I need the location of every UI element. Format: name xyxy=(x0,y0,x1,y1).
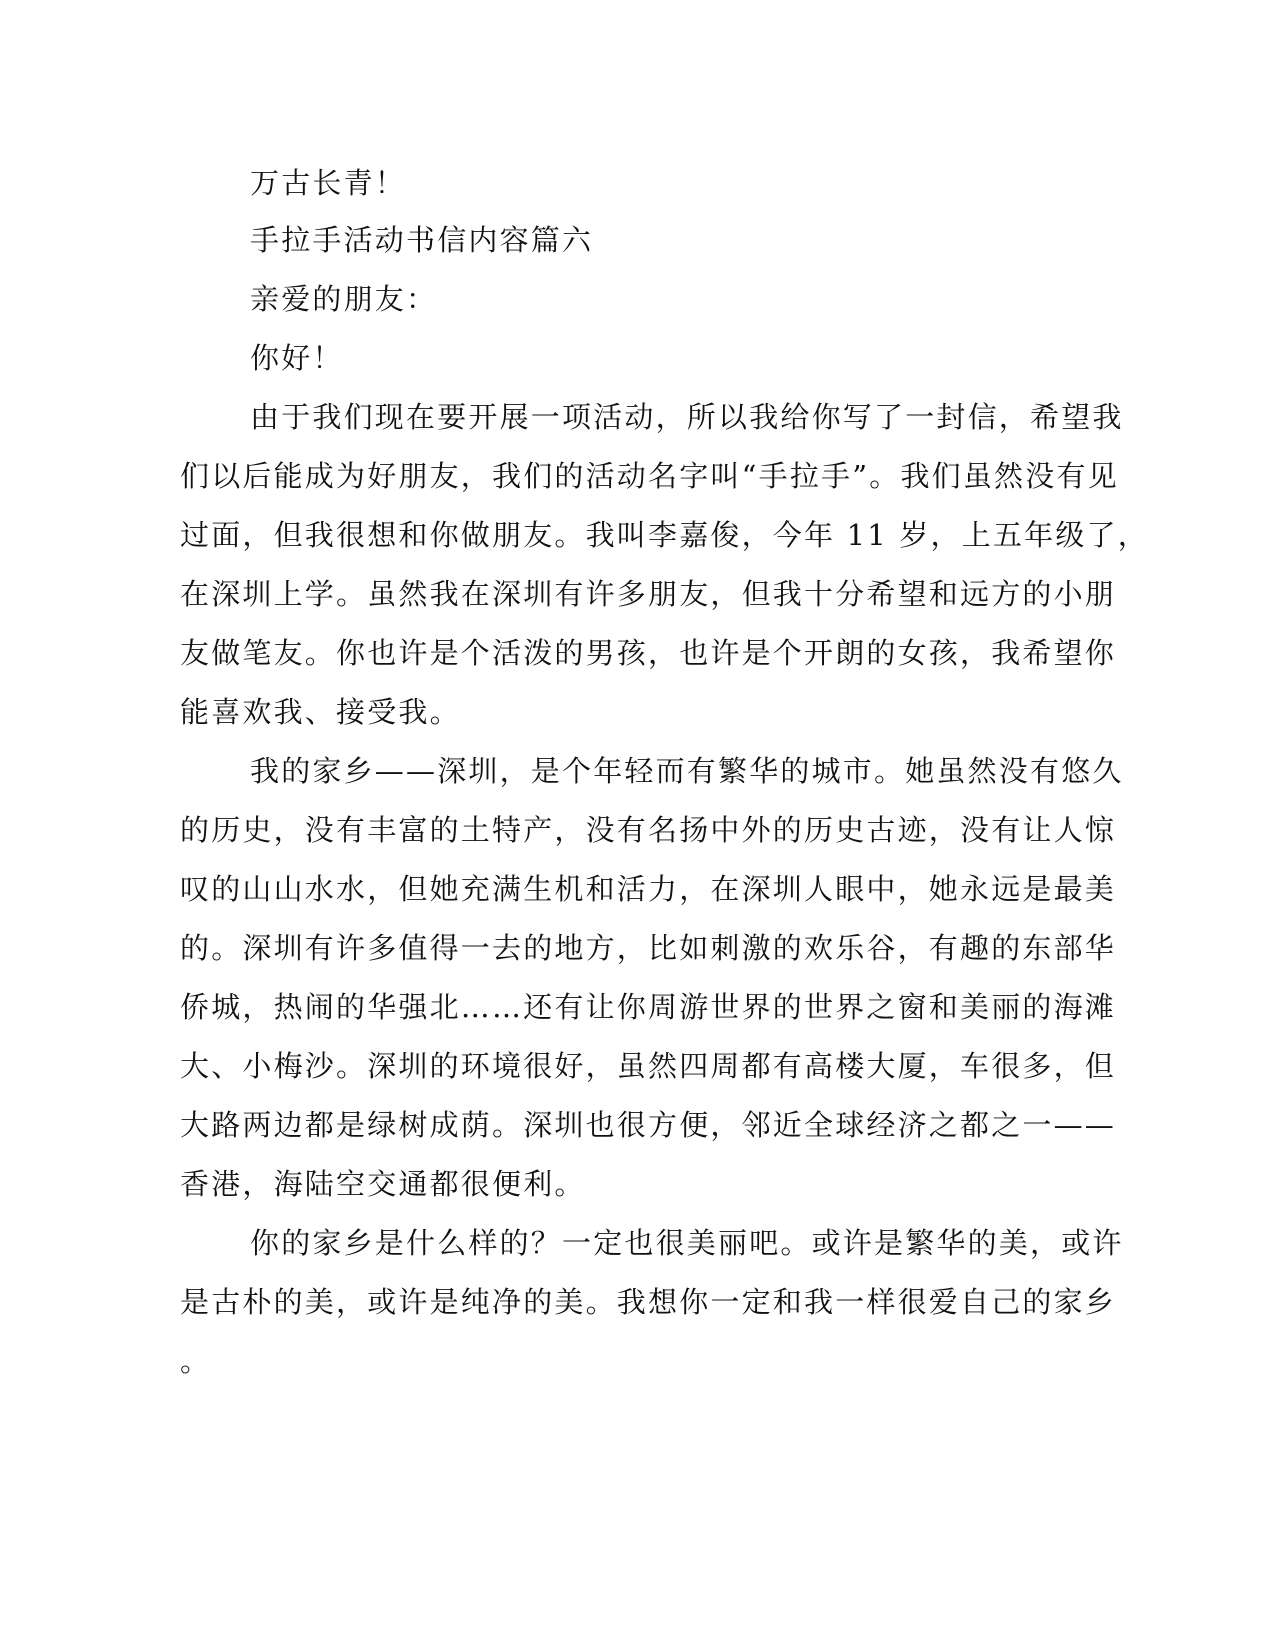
paragraph-1-line-5: 友做笔友。你也许是个活泼的男孩，也许是个开朗的女孩，我希望你 xyxy=(180,636,1117,670)
section-heading: 手拉手活动书信内容篇六 xyxy=(250,223,594,257)
paragraph-3-line-2: 是古朴的美，或许是纯净的美。我想你一定和我一样很爱自己的家乡 xyxy=(180,1285,1117,1319)
paragraph-2-line-5: 侨城，热闹的华强北……还有让你周游世界的世界之窗和美丽的海滩 xyxy=(180,990,1117,1024)
paragraph-2-line-6: 大、小梅沙。深圳的环境很好，虽然四周都有高楼大厦，车很多，但 xyxy=(180,1049,1117,1083)
closing-line: 万古长青！ xyxy=(250,166,407,200)
letter-salutation: 亲爱的朋友： xyxy=(250,282,438,316)
paragraph-1-line-1: 由于我们现在要开展一项活动，所以我给你写了一封信，希望我 xyxy=(250,400,1124,434)
paragraph-2-line-7: 大路两边都是绿树成荫。深圳也很方便，邻近全球经济之都之一—— xyxy=(180,1108,1117,1142)
letter-greeting: 你好！ xyxy=(250,341,344,375)
paragraph-1-line-4: 在深圳上学。虽然我在深圳有许多朋友，但我十分希望和远方的小朋 xyxy=(180,577,1117,611)
paragraph-2-line-3: 叹的山山水水，但她充满生机和活力，在深圳人眼中，她永远是最美 xyxy=(180,872,1117,906)
paragraph-2-line-8: 香港，海陆空交通都很便利。 xyxy=(180,1167,586,1201)
paragraph-1-line-6: 能喜欢我、接受我。 xyxy=(180,695,461,729)
paragraph-2-line-2: 的历史，没有丰富的土特产，没有名扬中外的历史古迹，没有让人惊 xyxy=(180,813,1117,847)
paragraph-1-line-3: 过面，但我很想和你做朋友。我叫李嘉俊，今年 11 岁，上五年级了， xyxy=(180,518,1149,552)
paragraph-2-line-1: 我的家乡——深圳，是个年轻而有繁华的城市。她虽然没有悠久 xyxy=(250,754,1124,788)
paragraph-1-line-2: 们以后能成为好朋友，我们的活动名字叫“手拉手”。我们虽然没有见 xyxy=(180,459,1119,493)
paragraph-3-line-1: 你的家乡是什么样的？一定也很美丽吧。或许是繁华的美，或许 xyxy=(250,1226,1124,1260)
paragraph-2-line-4: 的。深圳有许多值得一去的地方，比如刺激的欢乐谷，有趣的东部华 xyxy=(180,931,1117,965)
paragraph-3-line-3: 。 xyxy=(180,1344,212,1378)
